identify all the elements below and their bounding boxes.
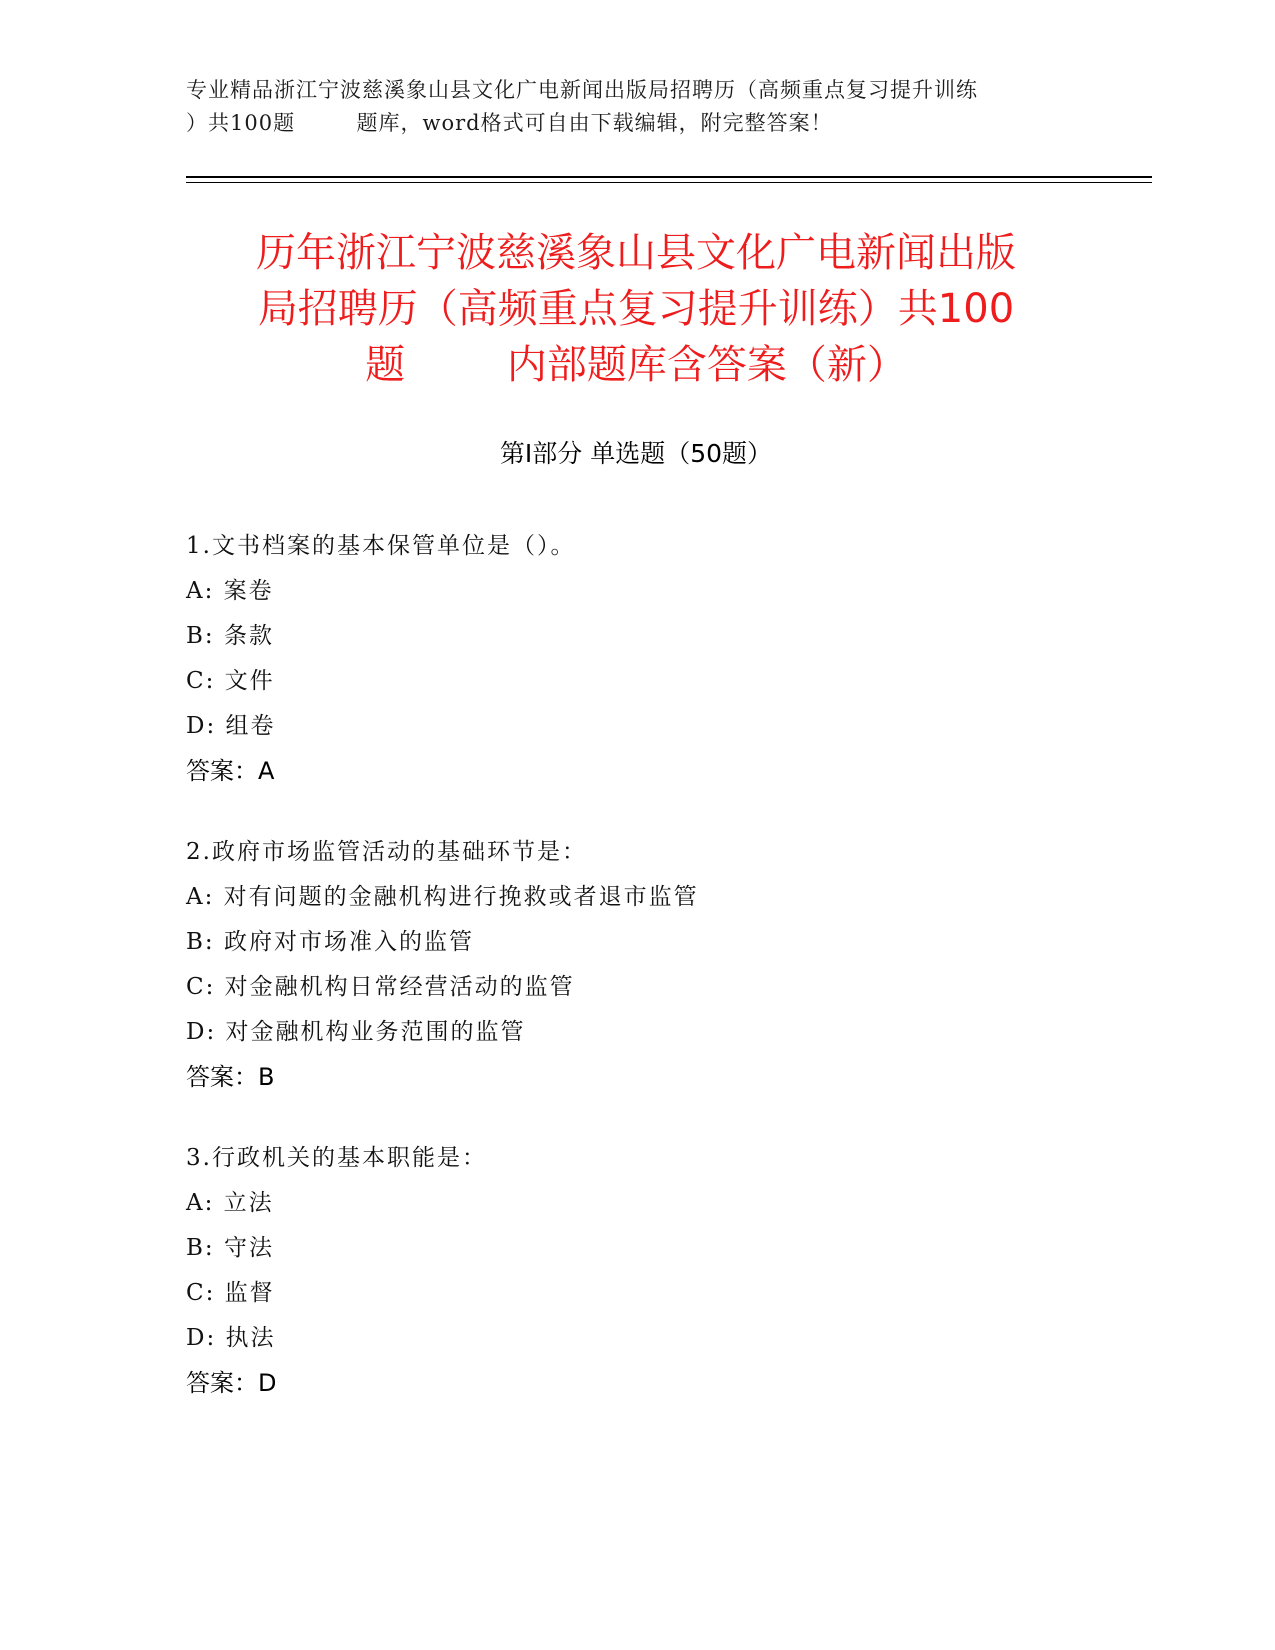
option-c: C: 文件 xyxy=(186,668,275,694)
option-b: B: 条款 xyxy=(186,623,274,649)
question-item xyxy=(186,1136,1086,1406)
option-b: B: 守法 xyxy=(186,1235,274,1261)
question-item xyxy=(186,830,1086,1100)
option-a: A: 立法 xyxy=(186,1190,274,1216)
option-d: D: 对金融机构业务范围的监管 xyxy=(186,1019,526,1045)
option-a: A: 对有问题的金融机构进行挽救或者退市监管 xyxy=(186,884,699,910)
header-divider-thick xyxy=(186,176,1152,178)
answer-key: 答案：D xyxy=(186,1369,277,1397)
option-c: C: 监督 xyxy=(186,1280,275,1306)
title-line: 局招聘历（高频重点复习提升训练）共100 xyxy=(257,286,1015,332)
option-c: C: 对金融机构日常经营活动的监管 xyxy=(186,974,575,1000)
header-line: 专业精品浙江宁波慈溪象山县文化广电新闻出版局招聘历（高频重点复习提升训练 xyxy=(186,78,978,102)
option-a: A: 案卷 xyxy=(186,578,274,604)
option-d: D: 组卷 xyxy=(186,713,276,739)
question-item xyxy=(186,524,1086,794)
answer-key: 答案：A xyxy=(186,757,275,785)
question-stem: 1.文书档案的基本保管单位是（）。 xyxy=(186,533,576,559)
document-header-note xyxy=(186,74,1086,140)
question-stem: 3.行政机关的基本职能是： xyxy=(186,1145,487,1171)
answer-key: 答案：B xyxy=(186,1063,275,1091)
question-stem: 2.政府市场监管活动的基础环节是： xyxy=(186,839,587,865)
document-title xyxy=(186,225,1086,393)
header-line: ）共100题 题库，word格式可自由下载编辑，附完整答案！ xyxy=(186,111,833,135)
option-d: D: 执法 xyxy=(186,1325,276,1351)
title-line: 历年浙江宁波慈溪象山县文化广电新闻出版 xyxy=(256,230,1016,276)
title-line: 题 内部题库含答案（新） xyxy=(365,342,907,388)
question-list xyxy=(186,524,1086,1442)
header-divider-thin xyxy=(186,182,1152,183)
option-b: B: 政府对市场准入的监管 xyxy=(186,929,474,955)
section-title: 第Ⅰ部分 单选题（50题） xyxy=(499,439,773,468)
